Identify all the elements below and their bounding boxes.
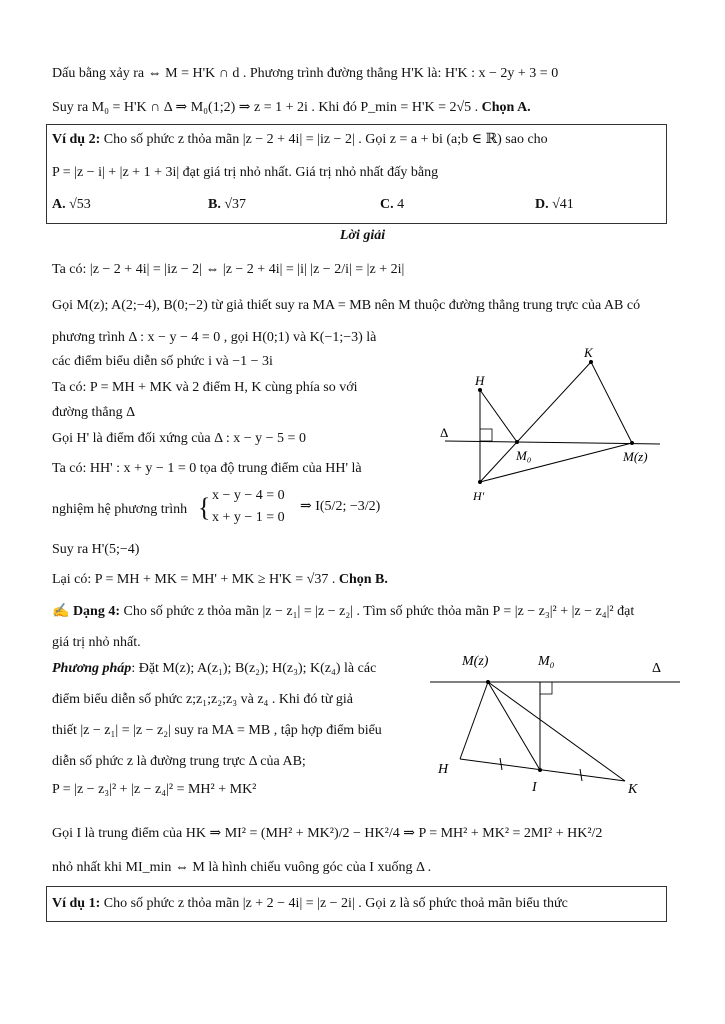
solution-title: Lời giải [339, 228, 386, 243]
option-c-key: C. [380, 197, 394, 212]
system-brace: { [198, 493, 211, 522]
solution-line-10: Suy ra H'(5;−4) [52, 542, 140, 557]
segment-hp-mz [480, 443, 632, 482]
label-delta-2: Δ [652, 661, 662, 676]
figure-2-diagram [420, 645, 690, 805]
system-result: ⇒ I(5/2; −3/2) [300, 499, 381, 514]
dang-4-title: Dạng 4: [72, 604, 120, 619]
label-mz: M(z) [623, 449, 648, 464]
method-line-7: nhỏ nhất khi MI_min ⇔ M là hình chiếu vuông góc của I xuống Δ . [52, 860, 432, 875]
option-d-key: D. [535, 197, 549, 212]
solution-line-2: Gọi M(z); A(2;−4), B(0;−2) từ giả thiết suy ra MA = MB nên M thuộc đường thẳng trung trực của AB có [52, 298, 641, 313]
option-d-value: √41 [552, 197, 574, 212]
right-angle-mark-2 [540, 682, 552, 694]
method-line-3: thiết |z − z₁| = |z − z₂| suy ra MA = MB , tập hợp điểm biểu [52, 723, 382, 738]
system-eq-1: x − y − 4 = 0 [212, 488, 285, 503]
label-i-2: I [532, 780, 537, 795]
option-a [52, 197, 91, 213]
solution-line-6: đường thẳng Δ [52, 405, 136, 420]
point-mz [630, 441, 634, 445]
method-line-4: diễn số phức z là đường trung trực Δ của AB; [52, 754, 306, 769]
solution-line-1: Ta có: |z − 2 + 4i| = |iz − 2| ⇔ |z − 2 + 4i| = |i| |z − 2/i| = |z + 2i| [52, 262, 405, 277]
label-m0: M₀ [516, 448, 532, 463]
option-c [380, 197, 404, 213]
example-2-q2: P = |z − i| + |z + 1 + 3i| đạt giá trị nhỏ nhất. Giá trị nhỏ nhất đấy bằng [52, 165, 439, 180]
method-line-1 [52, 659, 376, 679]
point-k [589, 360, 593, 364]
text-line-2 [52, 98, 531, 118]
option-a-value: √53 [69, 197, 91, 212]
dang-4-text-1: Cho số phức z thỏa mãn |z − z₁| = |z − z₂| . Tìm số phức thỏa mãn P = |z − z₃|² + |z − z₄|² đạt [120, 604, 635, 619]
example-2-q1-text: Cho số phức z thỏa mãn |z − 2 + 4i| = |iz − 2| . Gọi z = a + bi (a;b ∈ ℝ) sao cho [100, 132, 548, 147]
segment-h-k [460, 759, 625, 781]
segment-m-i [488, 682, 540, 770]
solution-line-8: Ta có: HH' : x + y − 1 = 0 tọa độ trung điểm của HH' là [52, 461, 362, 476]
segment-m-k [488, 682, 625, 781]
segment-h-m0 [480, 390, 517, 442]
method-line-6: Gọi I là trung điểm của HK ⇒ MI² = (MH² + MK²)/2 − HK²/4 ⇒ P = MH² + MK² = 2MI² + HK²/2 [52, 826, 603, 841]
option-d [535, 197, 574, 213]
solution-line-4: các điểm biểu diễn số phức i và −1 − 3i [52, 354, 273, 369]
segment-m-h [460, 682, 488, 759]
example-1-line [52, 894, 568, 914]
option-c-value: 4 [397, 197, 405, 212]
point-h-prime [478, 480, 482, 484]
solution-line-11 [52, 570, 388, 590]
answer-b: Chọn B. [338, 572, 388, 587]
label-k: K [584, 345, 593, 360]
dang-4-heading [52, 602, 634, 622]
option-b-value: √37 [224, 197, 247, 212]
example-2-q1 [52, 130, 548, 150]
label-delta: Δ [440, 425, 449, 440]
point-i [538, 768, 542, 772]
solution-line-7: Gọi H' là điểm đối xứng của Δ : x − y − 5 = 0 [52, 431, 306, 446]
label-mz-2: M(z) [462, 654, 489, 669]
example-1-label: Ví dụ 1: [52, 896, 101, 911]
solution-line-11-text: Lại có: P = MH + MK = MH' + MK ≥ H'K = √37 . [52, 572, 339, 587]
right-angle-mark [480, 429, 492, 441]
system-eq-2: x + y − 1 = 0 [212, 510, 285, 525]
solution-line-5: Ta có: P = MH + MK và 2 điểm H, K cùng phía so với [52, 380, 358, 395]
delta-line [445, 441, 660, 444]
point-m0 [515, 440, 519, 444]
solution-line-9: nghiệm hệ phương trình [52, 502, 188, 517]
pen-icon: ✍ [52, 604, 70, 619]
example-1-text: Cho số phức z thỏa mãn |z + 2 − 4i| = |z − 2i| . Gọi z là số phức thoả mãn biểu thức [100, 896, 568, 911]
label-k-2: K [628, 782, 638, 797]
option-b-key: B. [208, 197, 221, 212]
answer-a: Chọn A. [481, 100, 531, 115]
segment-k-mz [591, 362, 632, 443]
figure-1-diagram [420, 340, 680, 510]
label-h-prime: H' [473, 489, 485, 503]
option-b [208, 197, 246, 213]
solution-line-3: phương trình Δ : x − y − 4 = 0 , gọi H(0;1) và K(−1;−3) là [52, 330, 377, 345]
method-line-5: P = |z − z₃|² + |z − z₄|² = MH² + MK² [52, 782, 257, 797]
label-h: H [475, 373, 485, 388]
method-line-2: điểm biểu diễn số phức z;z₁;z₂;z₃ và z₄ . Khi đó từ giả [52, 692, 354, 707]
method-label: Phương pháp [52, 661, 132, 676]
line-2-text: Suy ra M₀ = H'K ∩ Δ ⇒ M₀(1;2) ⇒ z = 1 + 2i . Khi đó P_min = H'K = 2√5 . [52, 100, 482, 115]
dang-4-text-2: giá trị nhỏ nhất. [52, 635, 141, 650]
label-h-2: H [438, 762, 449, 777]
method-line-1-text: : Đặt M(z); A(z₁); B(z₂); H(z₃); K(z₄) là các [131, 661, 377, 676]
option-a-key: A. [52, 197, 66, 212]
point-m [486, 680, 490, 684]
segment-hp-k [480, 362, 591, 482]
point-h [478, 388, 482, 392]
example-2-label: Ví dụ 2: [52, 132, 101, 147]
label-m0-2: M₀ [538, 654, 555, 669]
text-line-1: Dấu bằng xảy ra ⇔ M = H'K ∩ d . Phương trình đường thẳng H'K là: H'K : x − 2y + 3 = 0 [52, 66, 559, 81]
